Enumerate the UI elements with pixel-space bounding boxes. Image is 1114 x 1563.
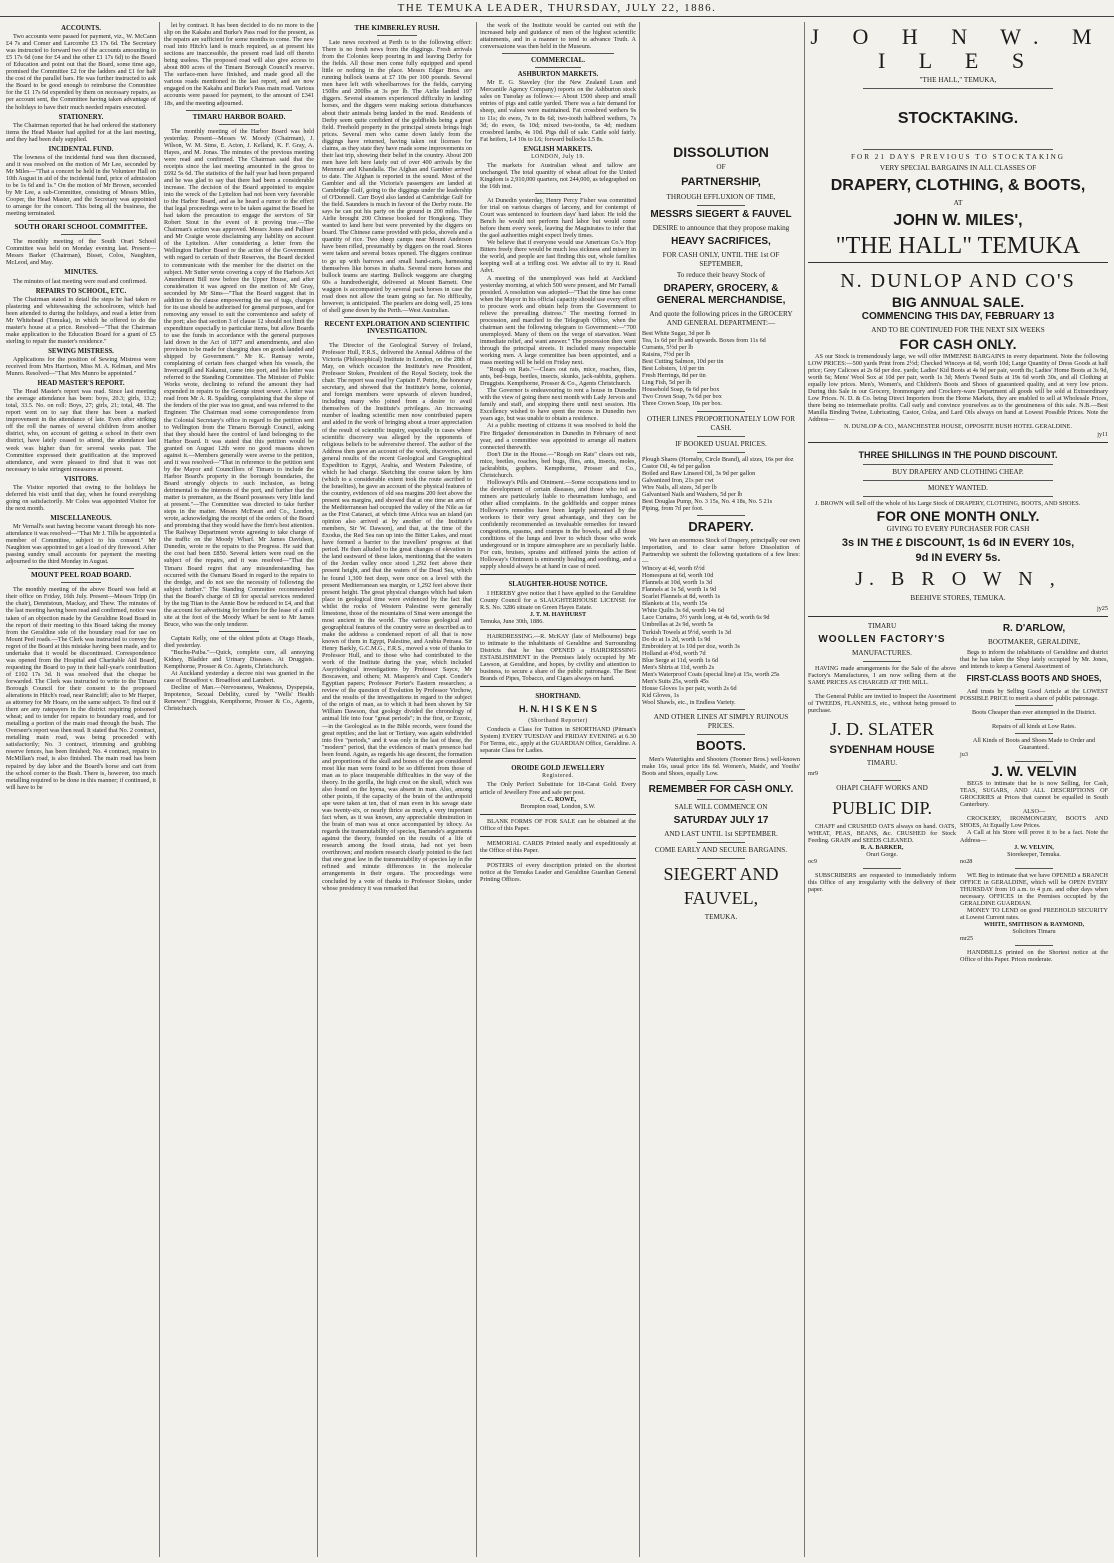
price-list-item: Lace Curtains, 3½ yards long, at 4s 6d, worth 6s 9d (642, 614, 770, 622)
divider (863, 661, 901, 662)
divider (1015, 733, 1053, 734)
section-heading: ACCOUNTS. (61, 25, 101, 32)
ad-headline: WOOLLEN FACTORY'S (818, 633, 946, 645)
section-heading: MINUTES. (64, 269, 98, 277)
price-list-item: Flannels at 10d, worth 1s 3d (642, 579, 713, 587)
ad-headline: 9d IN EVERY 5s. (915, 551, 1001, 564)
ad-address: Solicitors Timaru (1012, 928, 1056, 936)
masthead: THE TEMUKA LEADER, THURSDAY, JULY 22, 1886. (0, 0, 1114, 17)
news-item: Captain Kelly, one of the oldest pilots at Otago Heads, died yesterday. (164, 634, 314, 649)
notice-date: Temuka, June 30th, 1886. (480, 617, 544, 625)
ad-line: OF (716, 163, 726, 171)
ad-line: TIMARU (867, 621, 897, 630)
column-divider (476, 22, 477, 1557)
ad-text: CROCKERY, IRONMONGERY, BOOTS AND SHOES, At Equally Low Prices. (960, 815, 1108, 830)
price-list-item: Turkish Towels at 9½d, worth 1s 3d (642, 628, 731, 636)
divider (1015, 868, 1053, 869)
divider (863, 868, 901, 869)
oroide-ad (480, 758, 636, 809)
ad-code: oc9 (808, 858, 817, 866)
advertisement: Decline of Man.—Nervousness, Weakness, Dyspepsia, Impotence, Sexual Debility, cured by "Wells' Health Renewer." Druggists, Kempthorne, Prosser & Co., Agents, Christchurch. (164, 684, 314, 713)
ad-headline: J. W. VELVIN (991, 763, 1077, 780)
ad-headline: FOR ONE MONTH ONLY. (876, 507, 1040, 524)
ad-headline: SATURDAY JULY 17 (673, 815, 769, 827)
ad-code: jy11 (1097, 430, 1108, 438)
ad-text: The Only Perfect Substitute for 18-Carat Gold. Every article of Jewellery Free and safe per post. (480, 781, 636, 796)
news-item: A meeting of the unemployed was held at Auckland yesterday morning, at which 500 were present, and Mr Farnall presided. A resolution was adopted—"That the time has come when the Mayor in his official capacity should use every effort to procure work and obtain help from the Government to relieve the prevailing distress." The meeting formed in procession, and marched to the Telegraph Office, when the chairman sent the following telegram to Government:—"700 unemployed. Many of them on the verge of starvation. Want immediate relief, and want answer." The procession then went through the principal streets. It included many respectable working men. A large committee has been appointed, and a mass meeting will be held on Friday next. (480, 274, 636, 367)
price-list-item: Best Cutting Salmon, 10d per tin (642, 358, 724, 366)
price-list-item: Kid Gloves, 1s (642, 691, 679, 699)
column-divider (639, 22, 640, 1557)
ad-line: BEEHIVE STORES, TEMUKA. (910, 593, 1006, 602)
price-list-item: Castor Oil, 4s 6d per gallon (642, 462, 711, 470)
ad-signature: J. W. VELVIN, (1014, 843, 1054, 851)
ad-line: MONEY WANTED. (928, 483, 988, 492)
ad-line: ALSO— (1022, 808, 1046, 816)
price-list-item: Best Douglas Pump, No. 3 15s, No. 4 18s, No. 5 21s (642, 497, 773, 505)
ad-signature: WHITE, SMITHSON & RAYMOND, (983, 921, 1085, 929)
printing-ad (480, 814, 636, 832)
dateline: LONDON, July 19. (531, 153, 585, 160)
column-divider (317, 22, 318, 1557)
ad-line: AT (953, 199, 963, 207)
section-heading: REPAIRS TO SCHOOL, ETC. (35, 287, 127, 295)
ad-line: And quote the following prices in the GROCERY AND GENERAL DEPARTMENT:— (649, 310, 793, 327)
ad-subtitle: (Shorthand Reporter) (528, 718, 588, 725)
ad-line: Repairs of all kinds at Low Rates. (991, 722, 1077, 730)
ad-signature: R. A. BARKER, (860, 844, 904, 852)
article-text: The Chairman reported that he had ordered the stationery items the Head Master had applied for at the last meeting, and they had been duly supplied. (6, 121, 156, 143)
ad-text: Begs to inform the inhabitants of Geraldine and district that he has taken the Shop lately occupied by Mr. Jones, and intends to keep a General Assortment of (960, 648, 1108, 670)
divider (697, 842, 745, 843)
ad-headline: "THE HALL" TEMUKA (835, 233, 1081, 259)
ad-text: And trusts by Selling Good Article at the LOWEST POSSIBLE PRICE to merit a share of public patronage. (960, 687, 1108, 702)
ad-headline: FIRST-CLASS BOOTS AND SHOES, (966, 673, 1102, 683)
divider (697, 858, 745, 859)
ad-headline: JOHN W. MILES', (893, 212, 1023, 229)
column-6-advertisements (808, 22, 1108, 1557)
ad-signature: SIEGERT AND FAUVEL, (663, 864, 779, 909)
ad-signature: J. B R O W N , (855, 567, 1061, 590)
price-list-item: Flannels at 1s 5d, worth 1s 9d (642, 586, 717, 594)
ad-line: TIMARU. (866, 758, 898, 767)
ad-text: We have an enormous Stock of Drapery, principally our own importation, and to clear same before Dissolution of Partnership we submit the following quotations of a few lines:— (642, 536, 800, 566)
section-heading: VISITORS. (63, 475, 99, 483)
price-list-item: Best Lobsters, 1/d per tin (642, 365, 705, 373)
ad-headline: THREE SHILLINGS IN THE POUND DISCOUNT. (858, 449, 1058, 460)
advertisement: "Buchu-Paiba."—Quick, complete cure, all annoying Kidney, Bladder and Urinary Diseases. At Druggists. Kempthorne, Prosser & Co. Agents, Christchurch. (164, 649, 314, 671)
ad-text: J. BROWN will Sell off the whole of his Large Stock of DRAPERY, CLOTHING, BOOTS, AND SHOES. (815, 499, 1081, 507)
divider (61, 582, 101, 583)
divider (28, 220, 134, 221)
section-heading: ENGLISH MARKETS. (523, 145, 593, 153)
section-heading: MISCELLANEOUS. (50, 514, 112, 522)
article-text: The Director of the Geological Survey of Ireland, Professor Hull, F.R.S., delivered the Annual Address of the Victoria (Philosophical) Institute in London, on the 28th of May, on which occasion the Institute's new President, Professor Stokes, President of the Royal Society, took the chair. The report was read by Captain F. Petrie, the honorary secretary, and showed that the Institute's home, colonial, and foreign members were upwards of eleven hundred, including many who joined from a desire to avail themselves of the Institute's privileges. An increasing number of leading scientific men now contributed papers and aided in the work of bringing about a truer appreciation of the result of scientific inquiry, especially in cases where scientific discovery was alleged by the opponents of religious beliefs to be subversive thereof. The author of the Address then gave an account of the work, discoveries, and general results of the recent Geological and Geographical Expedition to Egypt, Arabia, and Western Palestine, of which he had charge. Sketching the course taken by him (which to a considerable extent took the route ascribed to the Israelites), he gave an account of the physical features of the country, evidences of old sea margins 200 feet above the present sea margins, and showed that at one time an arm of the Mediterranean had occupied the valley of the Nile as far as the First Cataract, at which time Africa was an island (an opinion also arrived at by another of the Institute's members, Sir W. Dawson), and that, at the time of the Exodus, the Red Sea ran up into the Bitter Lakes, and must have formed a barrier to the travellers' progress at that period. He then alluded to the great changes of elevation in the land eastward of these lakes, mentioning that the waters of the Jordan valley once stood 1,292 feet above their present height, and that the waters of the Dead Sea, which he found 1,300 feet deep, were once on a level with the present Mediterranean sea margin, or 1,292 feet above their present height. The great physical changes which had taken place in geological time were evidenced by the fact that whilst the rocks of Western Palestine were generally limestone, those of the mountains of Sinai were amongst the most ancient in the world. The various geological and geographical features of the country were so described as to make the address a condensed report of all that is now known of them in Egypt, Palestine, and Arabia Petraea. Sir Henry Barkly, G.C.M.G., F.R.S., moved a vote of thanks to Professor Hull, and to those who had contributed to the work of the Institute during the year, which included Assyriological investigations by Professor Sayce, Mr Boscawen, and others; M. Maspero's and Capt. Conder's Egyptian papers; Professor Porter's Eastern researches; a review of the question of Evolution by Professor Virchow, and the results of the investigations in regard to the subject of the origin of man, as to which it had been shown by Sir William Dawson, that geology divided the chronology of animal life into four "great periods"; in the first, or Eozoic,—in the Geological as in the Bible records, were found the great reptiles; and the last or Tertiary, was again subdivided into five "periods," and it was only in the last of these, the "modern" period, that the evidences of man's presence had been found. Again, as regards his age descent, the formation and proportions of the skull and bones of the ape considered most like man were found to be so different from those of man as to place insuperable difficulties in the way of the theory. In the gorilla, the high crest on the skull, which was also found on the hyena, was absent in man. Also, among other points, if the capacity of the brain of the anthropoid ape were taken at ten, that of man even in his savage state was twenty-six, or nearly thrice as much, a very important fact when, as it was known, any appreciable diminution in the brain of man was at once accompanied by idiocy. As regards the transmutability of species, Barrande's arguments against the theory, founded on the results of a life of research among the fossil strata, had not yet been overthrown; and modern research clearly pointed to the fact that one great law in the transmutability of species lay in the refined and minute differences in the molecular arrangements in their organs. The proceedings were concluded by a vote of thanks to Professor Stokes, under whose presidency it was remarked that (322, 341, 472, 892)
ad-code: mr25 (960, 935, 974, 943)
woollen-factory-ad (808, 620, 956, 964)
price-list-item: Best White Sugar, 3d per lb (642, 330, 711, 337)
printing-ad (480, 858, 636, 883)
ad-text: MONEY TO LEND on good FREEHOLD SECURITY at Lowest Current rates. (960, 906, 1108, 921)
price-list-item: White Quilts 3s 6d, worth 14s 6d (642, 607, 724, 615)
column-3 (322, 22, 472, 1557)
ad-text: AS our Stock is tremendously large, we will offer IMMENSE BARGAINS in every department. Note the following LOW PRICES:—500 yards Print from 2½d; Checked Winceys at 6d, worth 10d; Large Quantity of Dress Goods at half price; Grey Calicoes at 2s 6d per doz. yards; Ladies' Kid Boots at 4s 9d per pair, worth 8s; Ladies' Home Boots at 3s 9d, worth 6s; Mens' Wool Sox at 10d per pair, worth 1s 3d; Men's Tweed Suits at 19s 6d worth 30s, and all Clothing at equally low prices. Men's, Women's, and Children's Boots and Shoes of guaranteed quality, and at very low prices. During this Sale in our Grocery, Ironmongery and Crockery-ware Department all goods will be sold at Extraordinary Low Prices. N. D. & Co. being Direct Importers from the Home Markets, they are enabled to sell at Wholesale Prices, there being no intermediate profits. Call early and convince yourselves as to the genuineness of this sale. N.B.—Best Manilla Binding Twine, Lubricating, Castor, Colza, and Lard Oils always on hand at Lowest Possible Prices. Note the Address— (808, 353, 1108, 424)
price-list-item: Boiled and Raw Linseed Oil, 3s 9d per gallon (642, 469, 756, 477)
ad-text: HAVING made arrangements for the Sale of the above Factory's Manufactures, I am now selling them at the SAME PRICES AS CHARGED AT THE MILL. (808, 664, 956, 686)
article-headline: TIMARU HARBOR BOARD. (192, 112, 286, 121)
price-list-item: Piping, from 7d per foot. (642, 504, 704, 512)
article-text: the work of the Institute would be carried out with the increased help and guidance of men of the highest scientific attainments, and in a manner to tend to advance Truth. A conversazione was then held in the Museum. (480, 22, 636, 51)
ad-headline: BOOTS. (696, 738, 746, 754)
article-text: Applications for the position of Sewing Mistress were received from Mrs Harrison, Miss M. A. Kelman, and Mrs Munro. Resolved—"That Mrs Munro be appointed." (6, 355, 156, 378)
ad-subtitle: Registered. (542, 773, 574, 780)
divider (344, 317, 450, 318)
ad-line: SALE WILL COMMENCE ON (674, 803, 768, 812)
divider (697, 734, 745, 735)
column-5-siegert-fauvel-ad (642, 22, 800, 1557)
advertisement: Don't Die in the House.—"Rough on Rats" clears out rats, mice, beetles, roaches, bed bugs, flies, ants, insects, moles, jackrabbits, gophers. Kempthorne, Prosser and Co., Christchurch. (480, 450, 636, 479)
price-list-item: Currants, 5½d per lb (642, 344, 694, 352)
ad-line: THROUGH EFFLUXION OF TIME, (666, 193, 776, 201)
ad-text: POSTERS of every description printed on the shortest notice at the Temuka Leader and Geraldine Guardian General Printing Offices. (480, 861, 636, 883)
section-heading: ASHBURTON MARKETS. (517, 71, 599, 79)
section-heading: HEAD MASTER'S REPORT. (37, 380, 125, 388)
ad-line: VERY SPECIAL BARGAINS IN ALL CLASSES OF (879, 164, 1037, 172)
lower-ads-row (808, 616, 1108, 964)
ad-text: BEGS to intimate that he is now Selling, for Cash, TEAS, SUGARS, AND ALL DESCRIPTIONS OF GROCERIES at Prices that cannot be equalled in South Canterbury. (960, 780, 1108, 809)
divider (863, 496, 1053, 497)
ad-headline: DRAPERY, GROCERY, & GENERAL MERCHANDISE, (656, 283, 786, 306)
ad-headline: DRAPERY. (688, 518, 754, 534)
ad-line: TEMUKA. (704, 913, 738, 922)
article-headline: COMMERCIAL. (530, 56, 586, 65)
price-list-item: Scarlet Flannels at 8d, worth 1s (642, 593, 721, 601)
price-list-item: Tea, 1s 6d per lb and upwards. Boxes from 11s 6d (642, 337, 766, 345)
price-list-item: Raisins, 7½d per lb (642, 351, 690, 359)
article-headline: RECENT EXPLORATION AND SCIENTIFIC INVESTIGATION. (324, 319, 470, 335)
ad-headline: COMMENCING THIS DAY, FEBRUARY 13 (861, 311, 1055, 322)
article-text: Late news received at Perth is to the following effect: There is no fresh news from the diggings. Fresh arrivals from the Colonies keep pouring in and leaving Derby for the fields. All those men come fully equipped and spend little or nothing in the place. Messrs Edgar Bros. are running bullock teams at £7 10s per 100 pounds. Several men have left with wheelbarrows for the fields, carrying 150lbs and 200lbs at 3s per lb. The Airlie landed 197 diggers. Several steamers experienced difficulty in landing horses, and the diggers were making serious disturbances about their animals being landed in the mud. Residents of Derby seem quite confident of the goldfields being a great field. Freehold property in the principal streets brings high prices. Several men who came down lately from the diggings have returned, having taken out licenses for claims, as they state they have made some improvements on their last trip, showing their belief in the country. About 200 men have left here lately out of over 400 arrivals by the Menmuir and Khandalla. The Afghan and Gambier arrived to date. The Afghan is reported in the sound. Most of the Gambier and all the Victoria's passengers are landed at Cambridge Gulf, going to the diggings under the leadership of O'Donnell. Carr Boyd also landed at Cambridge Gulf for the field. Saunders is much in favour of the Derby route. He says he can put his party on the ground in 200 miles. The Airlie brought 200 Chinese booked for Hongkong. They wanted to land here but were prevented by the diggers on board. The Chinese came provided with picks, shovels and a quantity of rice. Two sheep camps near Mount Anderson have been rifled, presumably by diggers on the road. Stores were taken and several boxes opened. The diggers continue to go up with barrows and small hand-carts, harnessing themselves like horses in shafts. Several more horses and bullock teams are starting. Bullock waggons are charging 60s a hundredweight, delivered at Mount Barnett. One waggon is accompanied by several pack horses in case the road does not allow the team going so far. No difficulty, however, is anticipated. The pearlers are doing well, 25 tons of shell gone down by the Perth.—West Australian. (322, 39, 472, 314)
ad-address: N. DUNLOP & CO., MANCHESTER HOUSE, OPPOSITE BUSH HOTEL GERALDINE. (844, 423, 1072, 431)
ad-line: BOOTMAKER, GERALDINE, (987, 637, 1081, 646)
ad-line: To reduce their heavy Stock of (676, 271, 766, 279)
ad-line: AND LAST UNTIL 1st SEPTEMBER. (664, 830, 778, 839)
divider (697, 709, 745, 710)
hairdressing-ad (480, 629, 636, 682)
divider (697, 411, 745, 412)
divider (535, 193, 581, 194)
divider (697, 780, 745, 781)
ad-headline: MESSRS SIEGERT & FAUVEL (650, 209, 792, 220)
divider (1015, 761, 1053, 762)
ad-headline: DRAPERY, CLOTHING, & BOOTS, (830, 177, 1086, 194)
ad-address: Storekeeper, Temuka. (1007, 850, 1061, 858)
article-text: The Chairman stated in detail the steps he had taken re plastering and whitewashing the schoolroom, which had been attended to during the holidays, and read a letter from Mr Whitehead (Temuka), in which he offered to do the master's house at a price. Resolved—"That the Chairman make application to the Education Board for a grant of £5 sterling to repair the master's residence." (6, 295, 156, 345)
divider (697, 205, 745, 206)
ad-address: Orari Gorge. (866, 851, 898, 859)
ad-address: Brompton road, London, S.W. (520, 802, 596, 810)
printing-ad (480, 836, 636, 854)
price-list-item: Blue Serge at 11d, worth 1s 6d (642, 656, 719, 664)
price-list-item: Men's Shirts at 11d, worth 2s (642, 663, 715, 671)
divider (697, 452, 745, 453)
advertisement: Holloway's Pills and Ointment.—Some occupations tend to the development of certain diseases, and those who toil as miners are particularly liable to rheumatism lumbago, and other allied complaints. In the goldfields and copper mines Holloway's remedies have been largely patronised by the workers to their very great advantage, and they can be confidently recommended as invaluable remedies for inward congestions, spasms, and cramps in the bowels, and all those conditions of the lungs and liver to which those who work underground or in impure atmosphere are so peculiarly liable. For cuts, bruises, sprains and stiffened joints the action of Holloway's Ointment is eminently healing and soothing, and a supply should always be at hand in case of need. (480, 478, 636, 571)
ad-line: OTHER LINES PROPORTIONATELY LOW FOR CASH. (646, 414, 796, 432)
ad-heading: OROIDE GOLD JEWELLERY (511, 765, 605, 773)
price-list-item: Men's Suits 25s, worth 45s (642, 677, 709, 685)
column-1 (6, 22, 156, 1557)
article-headline: THE KIMBERLEY RUSH. (354, 24, 440, 32)
divider (863, 464, 1053, 465)
price-list-item: Wool Shawls, etc., in Endless Variety. (642, 698, 736, 706)
ad-headline: HEAVY SACRIFICES, (671, 236, 771, 247)
ad-text: WE Beg to intimate that we have OPENED a BRANCH OFFICE in GERALDINE, which will be OPEN EVERY THURSDAY from 10 a.m. to 4 p.m. and other days when necessary. OFFICES in the Premises occupied by the GERALDINE GUARDIAN. (960, 871, 1108, 907)
divider (863, 780, 901, 781)
ad-text: CHAFF and CRUSHED OATS always on hand. OATS, WHEAT, PEAS, BEANS, &c. CRUSHED for Stock Feeding. GRAIN and SEEDS CLEANED. (808, 822, 956, 845)
divider (863, 689, 901, 690)
divider (863, 480, 1053, 481)
divider (28, 568, 134, 569)
divider (219, 631, 259, 632)
divider (219, 124, 259, 125)
article-text: The monthly meeting of the South Orari School Committee was held on Monday evening last. Present—Messrs Barker (Chairman), Bisset, Colos, Naughten, McLeod, and May. (6, 238, 156, 267)
price-list-item: Ling Fish, 5d per lb (642, 379, 691, 387)
ad-line: IF BOOKED USUAL PRICES. (675, 439, 767, 448)
article-text: The lowness of the incidental fund was then discussed, and it was resolved on the motion of Mr Lee, seconded by Mr Miles—"That a concert be held in the Volunteer Hall on 10th August in aid of the incidental fund, price of admission to be 1s 6d and 1s." On the motion of Mr Brown, seconded by Mr Lee, a sub-Committee, consisting of Messrs Miles, Cooper, the Head Master, and the Secretary was appointed to arrange for the concert. This being all the business, the meeting terminated. (6, 153, 156, 218)
divider (1015, 719, 1053, 720)
ad-headline: REMEMBER FOR CASH ONLY. (648, 784, 794, 796)
price-list-item: Blankets at 11s, worth 15s (642, 600, 708, 608)
ad-line: All Kinds of Boots and Shoes Made to Order and Guaranteed. (972, 736, 1096, 752)
divider (186, 110, 292, 111)
news-item: The Governor is endeavouring to rent a house in Dunedin with the view of going there next month with Lady Jervois and family and staff, and stopping there until next session. His Excellency wished to have spent the recess in Dunedin two years ago, but was unable to obtain a residence. (480, 387, 636, 423)
drapery-price-list (642, 565, 800, 706)
price-list-item: Wincey at 4d, worth 6½d (642, 565, 705, 573)
price-list-item: Men's Waterproof Coats (special line) at 15s, worth 25s (642, 670, 780, 678)
hardware-price-list (642, 456, 800, 512)
divider (61, 234, 101, 235)
article-text: The monthly meeting of the above Board was held at their office on Friday, 16th July. Present—Messrs Tripp (in the chair), Dennistoun, Mackay, and Thew. The minutes of the last meeting having been read and confirmed, notice was taken of an objection made by the Geraldine Road Board in the report of their meeting to this Board taking the money from the Geraldine side of the boundary road for use on Mount Peel roads.—The Clerk was instructed to convey the regret of the Board at this mistake having been made, and to undertake that it would be discontinued. Correspondence was opened from the Hospital and Charitable Aid Board, requesting the Board to pay in their half-year's contribution of £102 17s 3d. It was resolved that the cheque be forwarded. The Clerk was instructed to write to the Timaru Borough Council for their consent to the proposed alterations in Hitch's road, near Raincliff; also to Mr Harper, as attorney for Mr Hoare, on the same subject. To find out if there are any ratepayers in the district requiring poisoned wheat; and to tender for repairs to boundary road, and for metalling a portion of the main road through the bush. The Overseer's report was then read. It stated that No. 2 contract, metalling main road, was being proceeded with satisfactorily; No. 3 contract, trimming and grubbing reserve fences, has been finished; No. 4 contract, repairs to McMillan's road, is also finished. The main road has been repaired by day labor and the Board's horse and cart from the school corner to the Bush. There is, however, too much metalling required to be done in this manner; if continued, it will have to be (6, 586, 156, 791)
ad-line: Boots Cheaper than ever attempted in the District. (971, 708, 1097, 716)
ad-headline: PARTNERSHIP, (681, 176, 761, 188)
price-list-item: Wire Nails, all sizes, 3d per lb (642, 483, 717, 491)
ad-headline: DISSOLUTION (673, 144, 769, 160)
column-2 (164, 22, 314, 1557)
section-heading: SEWING MISTRESS. (48, 347, 114, 355)
notice-text: I HEREBY give notice that I have applied to the Geraldine County Council for a SLAUGHTERHOUSE LICENSE for R.S. No. 3286 situate on Green Hayes Estate. (480, 589, 636, 611)
divider (697, 799, 745, 800)
price-list-item: Homespuns at 6d, worth 10d (642, 572, 714, 580)
divider (377, 338, 417, 339)
darlow-velvin-ads (960, 620, 1108, 964)
divider (1015, 945, 1053, 946)
divider (502, 53, 614, 54)
section-heading: INCIDENTAL FUND. (48, 145, 114, 153)
ad-text: BLANK FORMS OF FOR SALE can be obtained at the Office of this Paper. (480, 817, 636, 832)
price-list-item: Galvanized Iron, 21s per cwt (642, 476, 714, 484)
ad-headline: SYDENHAM HOUSE (829, 743, 935, 756)
ad-code: jy25 (1096, 604, 1108, 612)
article-text: Mr E. G. Staveley (for the New Zealand Loan and Mercantile Agency Company) reports on the Ashburton stock sales on Tuesday as follows:— About 1500 sheep and small entries of pigs and cattle yarded. There was a fair demand for sheep, and values were maintained. Fat crossbred wethers 9s to 11s; do ewes, 7s to 8s 6d; two-tooth halfbred wethers, 7s 3d; do ewes, 6s 10d; mixed two-tooths, 6s 4d; medium crossbred lambs, 4s 10d. Pigs dull of sale. Cattle sold fairly. Fat heifers, L4 10s to L6; forward bullocks L5 8s. (480, 79, 636, 143)
article-headline: SOUTH ORARI SCHOOL COMMITTEE. (14, 223, 148, 232)
news-item: At a public meeting of citizens it was resolved to hold the Fire Brigades' demonstration in Dunedin in February of next year, and a committee was appointed to arrange all matters connected therewith. (480, 422, 636, 451)
price-list-item: Do do at 1s 2d, worth 1s 9d (642, 635, 711, 643)
article-text: The monthly meeting of the Harbor Board was held yesterday. Present—Messrs W. Moody (Chairman), J. Wilson, W. M. Sims, E. Acton, J. Kelland, K. F. Gray, A. Hayes, and M. Jonas. The minutes of the previous meeting were read and confirmed. The Chairman said that the receipts since the last meeting amounted in the gross to £692 5s 6d. The statistics of the half year had been prepared and he was glad to say that there had been a considerable increase. The decision of the Board appointed to enquire into the wreck of the Lyttelton had not been very favorable to the Harbor Board, and as he heard a rumor to the effect that legal proceedings were to be taken against the Board he had taken the precaution to engage the services of Sir Robert Stout in the event of it proving true.—The Chairman's action was approved. Messrs Jones and Palliser and Mr Craigie wrote disclaiming any liability on account of the Lyttelton. After considering a letter from the Wellington Harbor Board re the action of the Government with regard to certain of their Reserves, the Board decided to communicate with the member for the district on the subject. Mr Sutter wrote covering a copy of the Harbors Act Amendment Bill now before the Upper House, and after consideration it was agreed on the motion of Mr Gray, seconded by Mr Sims—"That the Board suggest that in addition to the clause empowering the use of tugs, charges for its use should be authorised for general purposes, and for removing any vessel to suit the convenience and safety of the port; also that section 3 of clause 12 should not limit the expenditure especially to particular items, but allow Boards to use the funds in accordance with the general purposes laid down in the Act of 1877 and amendments, and also provision to be made for charging dues on goods landed and shipped by Government." Mr K. Ramsay wrote, complaining of certain fees charged when his vessels, the Invercargill and Kakanui, came into port, and his letter was referred to the Standing Committee. The Minister of Public Works wrote, declining to refund the amount they had expended in repairs to the George street sewer. A letter was read from Mr A. R. Spalding, complaining that the slope of the fenders of the pier was too great, and was referred to the Engineer. The Chairman read some correspondence from the Colonial Secretary's office in regard to the petition sent to Wellington from the Timaru Borough Council, asking that they should have the control of land belonging to the Harbor Board. It was stated that this petition would be granted on August 12th were no good reasons shown against it.—Members generally were averse to the petition, and it was resolved—"That in reference to the petition sent by the Mayor and Councillors of Timaru to include the Harbor Board's property in the borough boundaries, the Board strongly objects to such inclusion, as being detrimental to the interests of the port, and further that the matter is premature, as the Board possesses very little land at present."—The Committee was directed to take further steps in the matter. Messrs McEwan and Co., London, wrote, acknowledging the receipt of the orders of the Board and promising that they would have the firm's best attention. The Railway Department wrote agreeing to take charge of the traffic on the Moody Wharf. Mr James Davidson, Dunedin, wrote re the repairs to the Progress. He said that the cost had been £850. Several letters were read on the subject of the repairs, and it was resolved—"That the Timaru Board regret that any misunderstanding has occurred with the Oamaru Board in regard to the repairs to the dredge, and do not see the necessity of following the subject further." The Standing Committee recommended that the Board's charge of £8 for special services rendered by the tug Titan to the Annie Bow be reduced to £4, and that the account for advertising for tenders for the lease of a mill site at the foot of the Moody Wharf be sent to Mr James Bruce, who was the only tenderer. (164, 127, 314, 628)
notice-heading: SLAUGHTER-HOUSE NOTICE. (508, 581, 608, 589)
ad-line: FOR CASH ONLY, UNTIL THE 1st OF SEPTEMBER, (662, 251, 780, 268)
advertisement: "Rough on Rats."—Clears out rats, mice, roaches, flies, ants, bed-bugs, beetles, insects, skunks, jack-rabbits, gophers. Druggists. Kempthorne, Prosser & Co., Agents Christchurch. (480, 366, 636, 388)
news-item: At Auckland yesterday a decree nisi was granted in the case of Broadfoot v. Broadfoot and Lambert. (164, 670, 314, 685)
ad-headline: STOCKTAKING. (897, 110, 1019, 127)
ad-headline: FOR CASH ONLY. (899, 336, 1017, 352)
ad-text: A Call at his Store will prove it to be a fact. Note the Address— (960, 829, 1108, 844)
article-text: let by contract. It has been decided to do no more to the slip on the Kakahu and Burke's Pass road for the present, as the repairs are sufficient for some months to come. The new road into Hitch's land is much required, as at present his sections are inaccessible, the present road laid off thereto being useless. The proposed road will also give access to about 800 acres of the Timaru Borough Council's reserve. The surface-men have finished, and made good all the various roads mentioned in the last report, and are now engaged on the Kakahu and Burke's Pass main road. Various accounts were passed for payment, to the amount of £341 18s, and the meeting adjourned. (164, 22, 314, 107)
price-list-item: Three Crown Soap, 10s per box. (642, 400, 723, 408)
price-list-item: Umbrellas at 2s 9d, worth 5s (642, 621, 714, 629)
ad-line: FOR 21 DAYS PREVIOUS TO STOCKTAKING (851, 153, 1065, 161)
grocery-price-list (642, 330, 800, 408)
ad-headline: BIG ANNUAL SALE. (891, 294, 1025, 310)
shorthand-ad (480, 686, 636, 754)
ad-signature: J. D. SLATER (829, 718, 934, 739)
divider (697, 436, 745, 437)
price-list-item: Household Soap, 6s 6d per box (642, 386, 720, 394)
price-list-item: House Gloves 1s per pair, worth 2s 6d (642, 684, 737, 692)
article-text: The Head Master's report was read. Since last meeting the average attendance has been: boys, 20.3; girls, 13.2; total, 33.5. No. on roll: Boys, 27; girls, 21; total, 48. The report went on to say that there has been a marked improvement in the attendance of late. Even after striking off the roll the names of several children from another district, who, on account of getting a school in their own district, have lately ceased to attend, the attendance last week was higher than for several weeks past. The Committee expressed their gratification at the improved attendance, and were pleased to find that it was not necessary to take stringent measures at present. (6, 388, 156, 473)
ad-headline: PUBLIC DIP. (831, 797, 933, 818)
divider (1015, 705, 1053, 706)
divider (535, 67, 581, 68)
ad-code: mr9 (808, 769, 818, 777)
ad-line: OHAPI CHAFF WORKS AND (836, 783, 928, 792)
ad-text: HAIRDRESSING.—R. McKAY (late of Melbourne) begs to intimate to the inhabitants of Geraldine and Surrounding Districts that he has OPENED a HAIRDRESSING ESTABLISHMENT in the Premises lately occupied by Mr Lawson, at Geraldine, and hopes, by civility and attention to business, to secure a share of the public patronage. The Best Brands of Pipes, Tobacco, and Cigars always on hand. (480, 632, 636, 683)
price-list-item: Fresh Herrings, 8d per tin (642, 372, 706, 380)
column-divider (804, 22, 805, 1557)
ad-line: DESIRE to announce that they propose making (652, 224, 790, 232)
dunlop-ad (808, 262, 1108, 438)
ad-line: BUY DRAPERY AND CLOTHING CHEAP. (892, 467, 1024, 476)
article-text: Mr Vernall's seat having become vacant through his non-attendance it was resolved—"That Mr J. Tills be appointed a member of Committee, subject to his consent." Mr Naughton was appointed to get a load of dry firewood. After passing sundry small accounts for payment the meeting adjourned to the third Monday in August. (6, 523, 156, 566)
ad-text: MEMORIAL CARDS Printed neatly and expeditiously at the Office of this Paper. (480, 839, 636, 854)
ad-text: Conducts a Class for Tuition in SHORTHAND (Pitman's System) EVERY TUESDAY and FRIDAY EVENING at 6.30 For Terms, etc., apply at the GUARDIAN Office, Geraldine. A separate Class for Ladies. (480, 726, 636, 755)
ad-line: COME EARLY AND SECURE BARGAINS. (654, 846, 788, 855)
article-text: The markets for Australian wheat and tallow are unchanged. The total quantity of wheat afloat for the United Kingdom is 2,910,000 quarters, not 244,000, as telegraphed on the 16th inst. (480, 161, 636, 190)
brown-ad (808, 442, 1108, 612)
price-list-item: Galvanised Nails and Washers, 5d per lb (642, 490, 743, 498)
ad-headline: J O H N W. M I L E S (810, 24, 1106, 73)
news-item: At Dunedin yesterday, Henry Percy Fisher was committed for trial on various charges of larceny, and for contempt of Court was sentenced to fourteen days' hard labor. He told the Bench he would not perform hard labor but would come before them every week, leaving the Magistrates to infer that the gaol authorities might expect lively times. (480, 196, 636, 240)
ad-name: H. N. H I S K E N S (518, 704, 597, 715)
price-list-item: Plough Shares (Hornsby, Circle Brand), all sizes, 16s per doz (642, 455, 794, 463)
article-text: The minutes of last meeting were read and confirmed. (13, 277, 147, 285)
price-list-item: Holland at 4½d, worth 7d (642, 649, 706, 657)
section-heading: STATIONERY. (58, 113, 104, 121)
article-text: Two accounts were passed for payment, viz., W. McCann £4 7s and Comer and Larcombe £3 17s 6d. The Secretary was instructed to forward two of the accounts amounting to £5 17s 6d (one for £4 and the other £1 17s 6d) to the Board of Education and point out that the Board, some time ago, promised the Committee £2 for the ladders and £1 for half the cost of the parallel bars. He was further instructed to ask the Board to be good enough to reimburse the Committee for the £1 17s 6d expended by them on necessary repairs, as per account sent, the Committee having taken advantage of the holidays to have their much needed repairs executed. (6, 33, 156, 111)
ad-line: AND TO BE CONTINUED FOR THE NEXT SIX WEEKS (871, 326, 1045, 334)
divider (863, 88, 1053, 89)
price-list-item: Embroidery at 1s 10d per doz, worth 3s (642, 642, 740, 650)
ad-text: HANDBILLS printed on the Shortest notice at the Office of this Paper. Prices moderate. (960, 949, 1108, 964)
ad-signature: C. C. ROWE, (539, 795, 577, 803)
ad-text: The General Public are invited to Inspect the Assortment of TWEEDS, FLANNELS, etc., without being pressed to purchase. (808, 692, 956, 714)
ad-text: SUBSCRIBERS are requested to immediately inform this Office of any irregularity with the delivery of their paper. (808, 872, 956, 894)
column-divider (159, 22, 160, 1557)
ad-heading: SHORTHAND. (535, 693, 581, 701)
divider (863, 149, 1053, 150)
article-headline: MOUNT PEEL ROAD BOARD. (30, 571, 132, 580)
article-text: The Visitor reported that owing to the holidays he deferred his visit until that day, when he found everything going on satisfactorily. Mr Coles was appointed Visitor for the next month. (6, 483, 156, 512)
notice-signature: J. T. M. HAYHURST (529, 610, 587, 618)
ad-line: GIVING TO EVERY PURCHASER FOR CASH (886, 524, 1030, 533)
column-4 (480, 22, 636, 1557)
ad-line: AND OTHER LINES AT SIMPLY RUINOUS PRICES. (653, 713, 789, 731)
ad-code: no28 (960, 857, 973, 865)
ad-code: ju3 (960, 751, 968, 759)
advertisement: We believe that if everyone would use American Co.'s Hop Bitters freely there would be much less sickness and misery in the world, and people are fast finding this out, whole families keeping well at a trifling cost. We advise all to try it. Read Advt. (480, 239, 636, 275)
ad-headline: 3s IN THE £ DISCOUNT, 1s 6d IN EVERY 10s, (841, 536, 1075, 549)
ad-headline: N. DUNLOP AND CO'S (840, 270, 1076, 292)
ad-headline: R. D'ARLOW, (1002, 622, 1066, 634)
ad-line: "THE HALL," TEMUKA, (919, 76, 997, 84)
slaughterhouse-notice (480, 574, 636, 624)
price-list-item: Two Crown Soap, 7s 6d per box (642, 393, 722, 401)
divider (697, 515, 745, 516)
ad-line: MANUFACTURES. (852, 648, 912, 657)
divider (377, 35, 417, 36)
ad-text: Men's Watertights and Shooters (Toomer Bros.) well-known make 16s, usual price 18s 6d. Women's, Maids', and Youths' Boots and Shoes, equally Low. (642, 756, 800, 778)
